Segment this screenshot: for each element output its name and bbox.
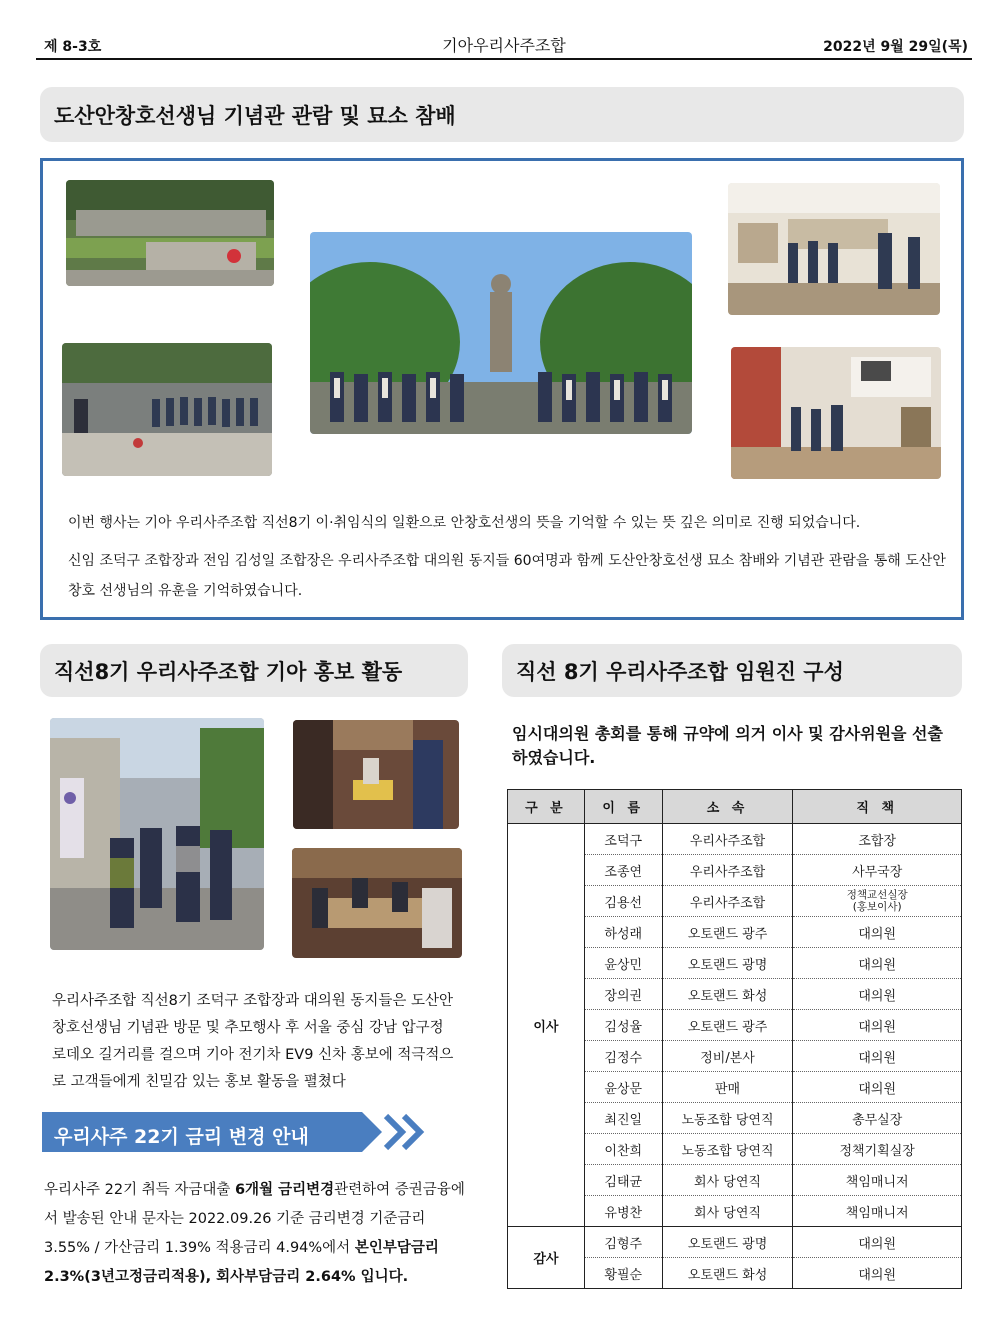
officer-affiliation: 우리사주조합 bbox=[662, 824, 793, 855]
officer-name: 김형주 bbox=[584, 1227, 662, 1258]
officer-position: 정책기획실장 bbox=[793, 1134, 962, 1165]
officer-affiliation: 오토랜드 광명 bbox=[662, 948, 793, 979]
section3-title: 직선 8기 우리사주조합 임원진 구성 bbox=[502, 644, 962, 697]
officer-position: 대의원 bbox=[793, 948, 962, 979]
rate-notice-banner bbox=[42, 1110, 402, 1154]
section1-paragraph2: 신임 조덕구 조합장과 전임 김성일 조합장은 우리사주조합 대의원 동지들 60여명과 함께 도산안창호선생 묘소 참배와 기념관 관람을 통해 도산안창호 선생님의 유훈을 기억하였습니다. bbox=[68, 553, 946, 599]
section1-paragraph1: 이번 행사는 기아 우리사주조합 직선8기 이·취임식의 일환으로 안창호선생의 뜻을 기억할 수 있는 뜻 깊은 의미로 진행 되었습니다. bbox=[68, 515, 861, 531]
officer-affiliation: 회사 당연직 bbox=[662, 1165, 793, 1196]
officer-position: 정책교선실장 (홍보이사) bbox=[793, 886, 962, 917]
officer-position: 책임매니저 bbox=[793, 1196, 962, 1227]
officer-affiliation: 우리사주조합 bbox=[662, 855, 793, 886]
officer-affiliation: 오토랜드 광주 bbox=[662, 917, 793, 948]
officer-name: 이찬희 bbox=[584, 1134, 662, 1165]
photo-shop-visit bbox=[293, 720, 459, 829]
officer-name: 하성래 bbox=[584, 917, 662, 948]
officer-position: 대의원 bbox=[793, 1010, 962, 1041]
photo-museum-exhibit bbox=[731, 347, 941, 479]
publisher-name: 기아우리사주조합 bbox=[442, 36, 566, 55]
officer-affiliation: 우리사주조합 bbox=[662, 886, 793, 917]
header-affiliation: 소 속 bbox=[662, 790, 793, 824]
officer-name: 윤상민 bbox=[584, 948, 662, 979]
officer-position: 조합장 bbox=[793, 824, 962, 855]
officers-table bbox=[507, 789, 962, 1289]
officer-name: 김성율 bbox=[584, 1010, 662, 1041]
officer-name: 장의권 bbox=[584, 979, 662, 1010]
officer-name: 조종연 bbox=[584, 855, 662, 886]
officer-affiliation: 노동조합 당연직 bbox=[662, 1103, 793, 1134]
header-category: 구 분 bbox=[508, 790, 585, 824]
officer-position: 대의원 bbox=[793, 917, 962, 948]
section2-paragraph: 우리사주조합 직선8기 조덕구 조합장과 대의원 동지들은 도산안창호선생님 기념관 방문 및 추모행사 후 서울 중심 강남 압구정 로데오 길거리를 걸으며 기아 전기차 EV9 신차 홍보에 적극적으로 고객들에게 친밀감 있는 홍보 활동을 펼쳤다 bbox=[52, 993, 454, 1090]
group-cell: 이사 bbox=[508, 824, 585, 1227]
officer-affiliation: 노동조합 당연직 bbox=[662, 1134, 793, 1165]
section2-title: 직선8기 우리사주조합 기아 홍보 활동 bbox=[40, 644, 468, 697]
officer-name: 김태균 bbox=[584, 1165, 662, 1196]
officer-name: 황필순 bbox=[584, 1258, 662, 1289]
officer-name: 김용선 bbox=[584, 886, 662, 917]
header-position: 직 책 bbox=[793, 790, 962, 824]
header-name: 이 름 bbox=[584, 790, 662, 824]
officer-affiliation: 오토랜드 화성 bbox=[662, 979, 793, 1010]
photo-memorial-group bbox=[62, 343, 272, 476]
officer-position: 대의원 bbox=[793, 1258, 962, 1289]
officer-position: 사무국장 bbox=[793, 855, 962, 886]
rate-notice-title: 우리사주 22기 금리 변경 안내 bbox=[54, 1126, 309, 1148]
officer-position: 대의원 bbox=[793, 1072, 962, 1103]
photo-cafe-visit bbox=[292, 848, 462, 958]
officer-affiliation: 오토랜드 화성 bbox=[662, 1258, 793, 1289]
officer-position: 대의원 bbox=[793, 1041, 962, 1072]
issue-date: 2022년 9월 29일(목) bbox=[823, 39, 968, 55]
photo-street-walk bbox=[50, 718, 264, 950]
officer-affiliation: 판매 bbox=[662, 1072, 793, 1103]
officer-position: 대의원 bbox=[793, 979, 962, 1010]
officer-affiliation: 오토랜드 광명 bbox=[662, 1227, 793, 1258]
officer-name: 유병찬 bbox=[584, 1196, 662, 1227]
photo-gravesite bbox=[66, 180, 274, 286]
table-header-row bbox=[508, 790, 962, 824]
photo-museum-hall bbox=[728, 183, 940, 315]
officer-affiliation: 회사 당연직 bbox=[662, 1196, 793, 1227]
rate-notice-text: 우리사주 22기 취득 자금대출 6개월 금리변경관련하여 증권금융에서 발송된 안내 문자는 2022.09.26 기준 금리변경 기준금리 3.55% / 가산금리 1.39% 적용금리 4.94%에서 본인부담금리 2.3%(3년고정금리적용), 회사부담금리 2.64% 입니다. bbox=[44, 1182, 465, 1285]
officer-position: 대의원 bbox=[793, 1227, 962, 1258]
section3-description: 임시대의원 총회를 통해 규약에 의거 이사 및 감사위원을 선출하였습니다. bbox=[512, 724, 943, 767]
group-cell: 감사 bbox=[508, 1227, 585, 1289]
officer-name: 윤상문 bbox=[584, 1072, 662, 1103]
issue-number: 제 8-3호 bbox=[44, 39, 102, 55]
officer-affiliation: 정비/본사 bbox=[662, 1041, 793, 1072]
officer-name: 조덕구 bbox=[584, 824, 662, 855]
table-row bbox=[508, 824, 962, 855]
page-header bbox=[36, 30, 972, 60]
officer-name: 최진일 bbox=[584, 1103, 662, 1134]
table-row bbox=[508, 1227, 962, 1258]
officer-name: 김정수 bbox=[584, 1041, 662, 1072]
officer-position: 책임매니저 bbox=[793, 1165, 962, 1196]
officer-affiliation: 오토랜드 광주 bbox=[662, 1010, 793, 1041]
photo-statue-group bbox=[310, 232, 692, 434]
chevron-arrows-icon bbox=[342, 1110, 442, 1154]
officer-position: 총무실장 bbox=[793, 1103, 962, 1134]
section1-title: 도산안창호선생님 기념관 관람 및 묘소 참배 bbox=[40, 87, 964, 142]
